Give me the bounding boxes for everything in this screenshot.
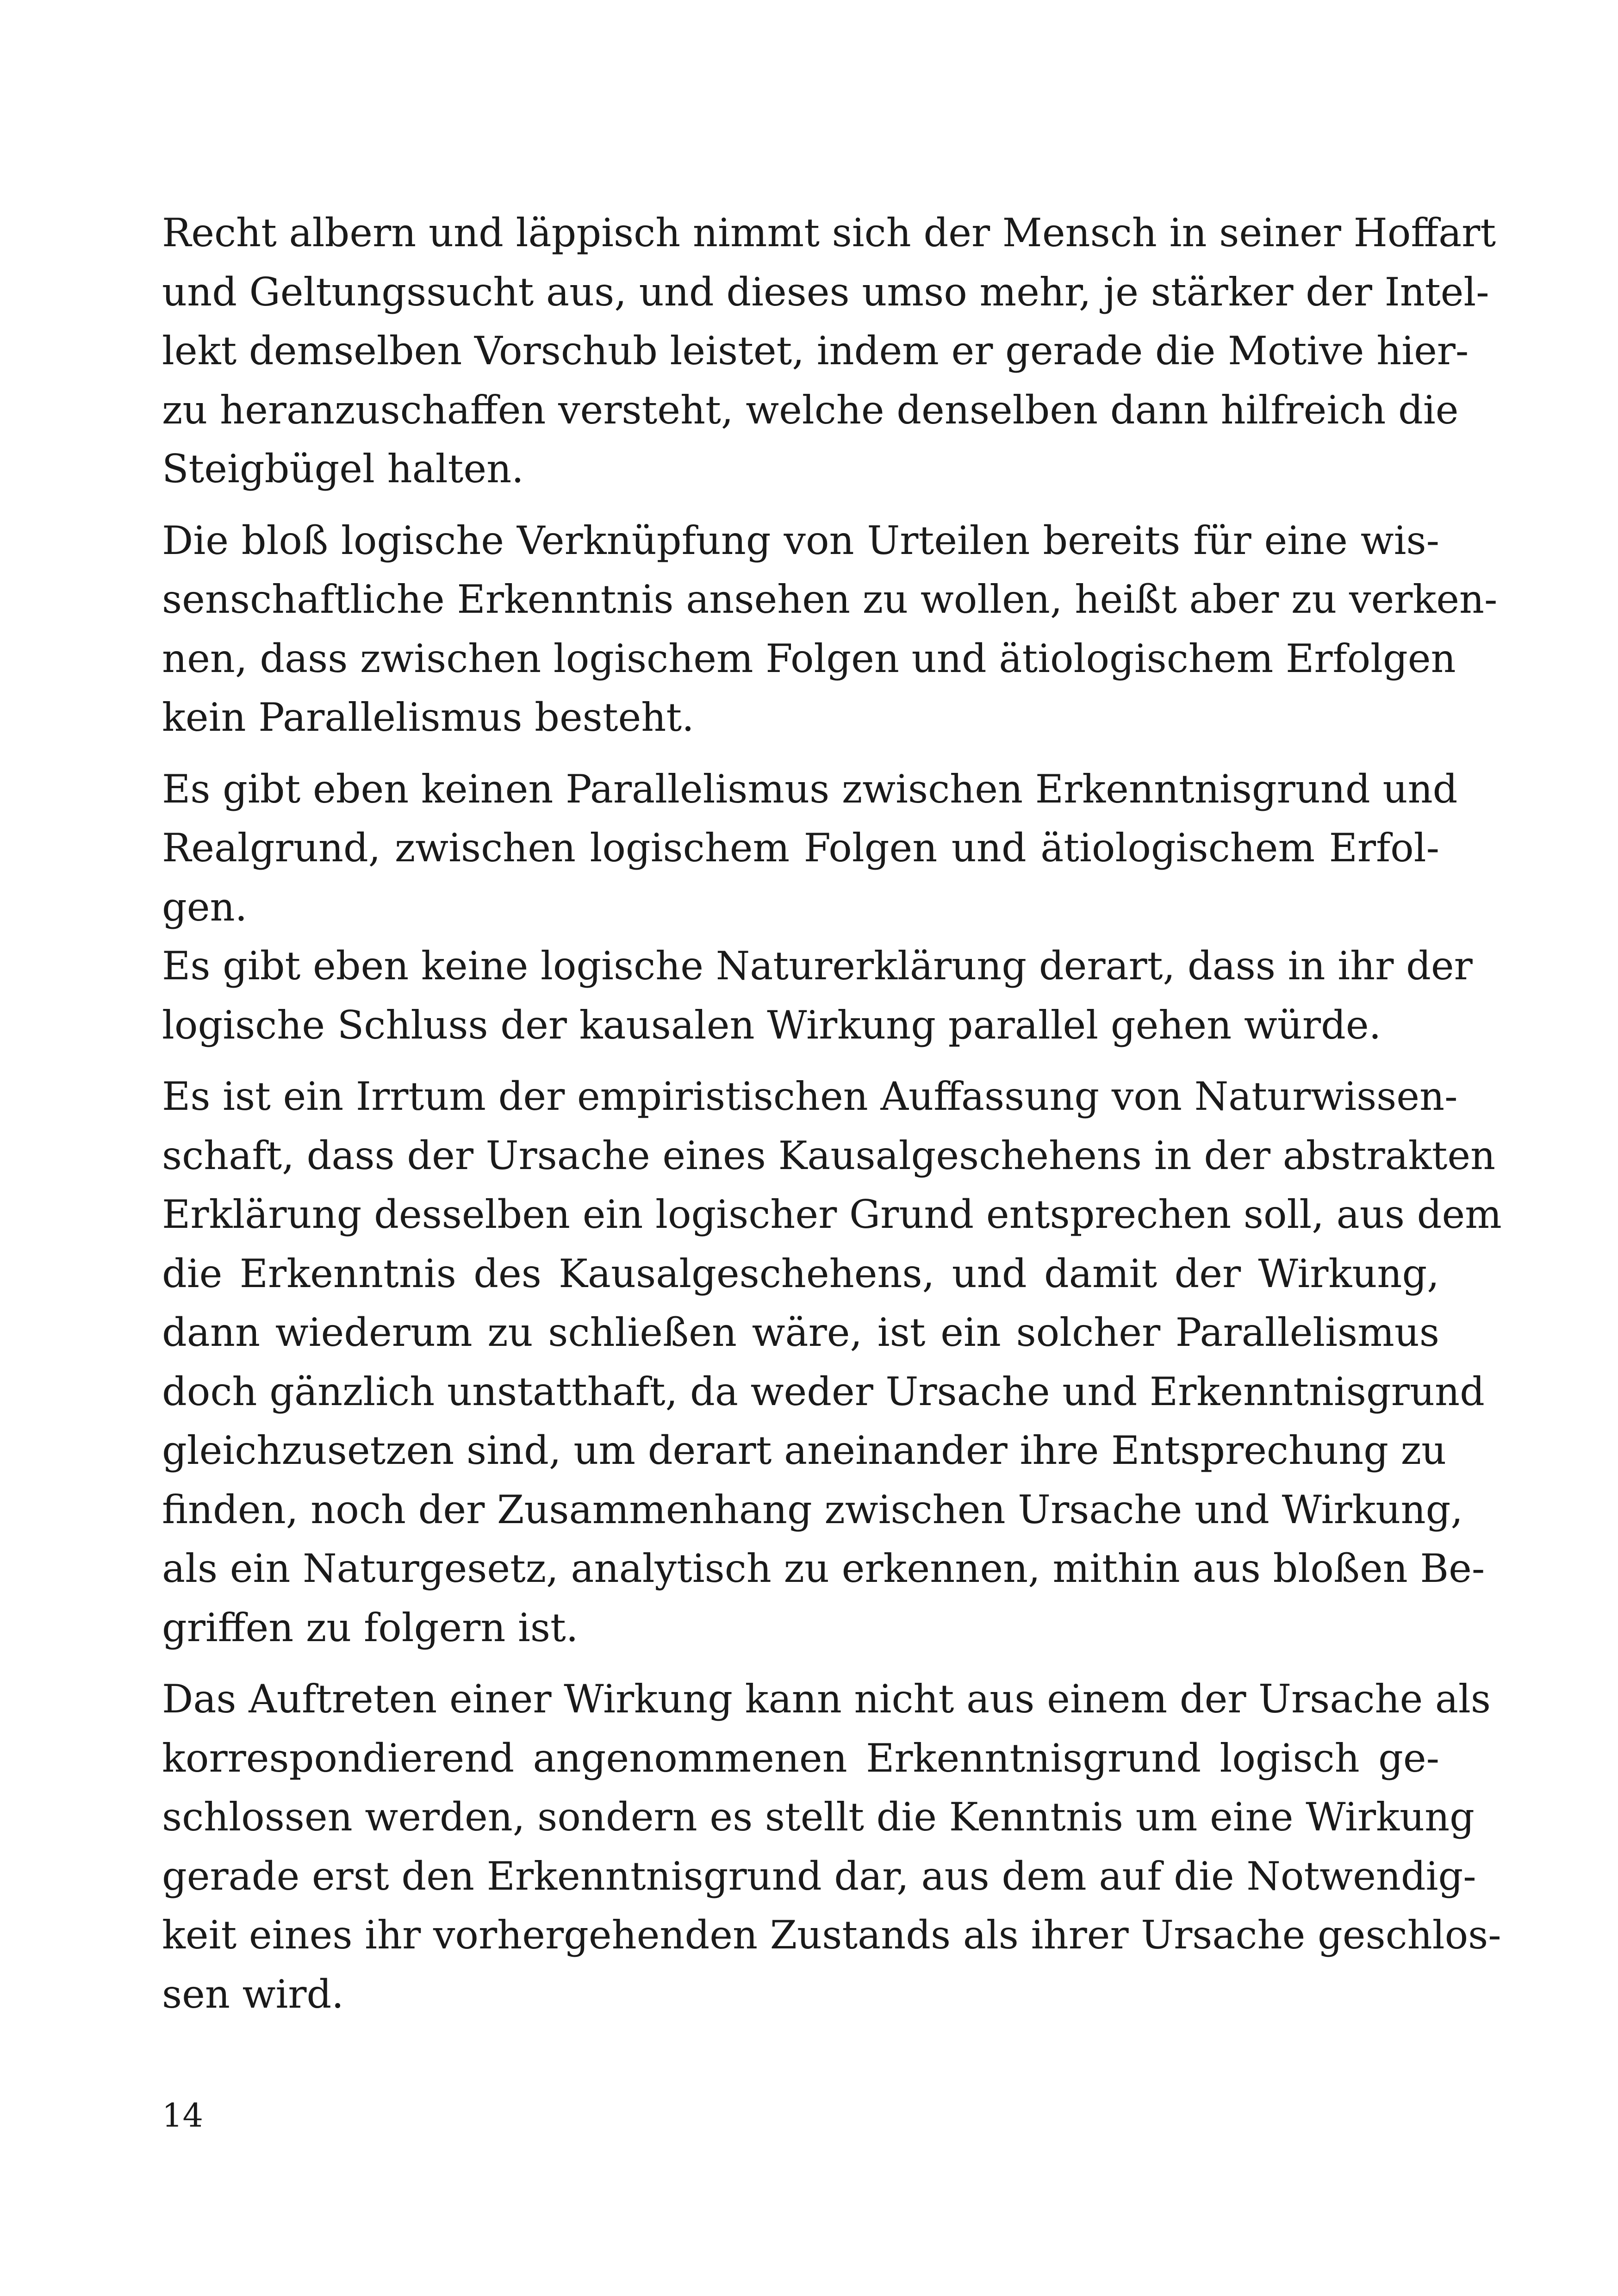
text-line: dann wiederum zu schließen wäre, ist ein solcher Parallelismus xyxy=(162,1310,1439,1355)
text-line: gerade erst den Erkenntnisgrund dar, aus dem auf die Notwendig- xyxy=(162,1853,1476,1899)
paragraph-2 xyxy=(162,511,1498,747)
text-line: keit eines ihr vorhergehenden Zustands als ihrer Ursache geschlos- xyxy=(162,1912,1501,1958)
text-line: Es ist ein Irrtum der empiristischen Auffassung von Naturwissen- xyxy=(162,1074,1458,1119)
text-line: gleichzusetzen sind, um derart aneinander ihre Entsprechung zu xyxy=(162,1428,1447,1473)
text-line: Es gibt eben keinen Parallelismus zwischen Erkenntnisgrund und xyxy=(162,766,1458,812)
paragraph-3 xyxy=(162,760,1458,937)
text-line: Realgrund, zwischen logischem Folgen und ätiologischem Erfol- xyxy=(162,825,1439,871)
text-line: korrespondierend angenommenen Erkenntnisgrund logisch ge- xyxy=(162,1735,1439,1781)
text-line: lekt demselben Vorschub leistet, indem er gerade die Motive hier- xyxy=(162,328,1469,373)
text-line: zu heranzuschaffen versteht, welche denselben dann hilfreich die xyxy=(162,387,1459,433)
text-line: schaft, dass der Ursache eines Kausalgeschehens in der abstrakten xyxy=(162,1132,1496,1178)
paragraph-gap xyxy=(162,1055,1439,1067)
text-line: sen wird. xyxy=(162,1971,344,2017)
text-line: gen. xyxy=(162,884,248,930)
text-line: und Geltungssucht aus, und dieses umso mehr, je stärker der Intel- xyxy=(162,269,1489,315)
paragraph-gap xyxy=(162,747,1439,760)
text-line: Das Auftreten einer Wirkung kann nicht aus einem der Ursache als xyxy=(162,1676,1491,1722)
paragraph-4 xyxy=(162,937,1473,1055)
text-line: Steigbügel halten. xyxy=(162,446,524,492)
paragraph-6 xyxy=(162,1670,1501,2024)
paragraph-gap xyxy=(162,499,1439,511)
body-text xyxy=(162,204,1502,2024)
text-line: als ein Naturgesetz, analytisch zu erkennen, mithin aus bloßen Be- xyxy=(162,1546,1485,1591)
text-line: griffen zu folgern ist. xyxy=(162,1605,579,1650)
text-line: doch gänzlich unstatthaft, da weder Ursache und Erkenntnisgrund xyxy=(162,1369,1485,1414)
text-line: logische Schluss der kausalen Wirkung parallel gehen würde. xyxy=(162,1002,1382,1048)
text-line: die Erkenntnis des Kausalgeschehens, und damit der Wirkung, xyxy=(162,1251,1439,1296)
text-line: schlossen werden, sondern es stellt die Kenntnis um eine Wirkung xyxy=(162,1794,1475,1840)
text-line: Es gibt eben keine logische Naturerklärung derart, dass in ihr der xyxy=(162,943,1473,989)
text-line: Recht albern und läppisch nimmt sich der Mensch in seiner Hoffart xyxy=(162,210,1496,255)
text-line: kein Parallelismus besteht. xyxy=(162,695,694,740)
paragraph-gap xyxy=(162,1657,1439,1670)
paragraph-1 xyxy=(162,204,1496,499)
text-line: Erklärung desselben ein logischer Grund entsprechen soll, aus dem xyxy=(162,1192,1502,1237)
page-number: 14 xyxy=(162,2097,204,2134)
text-line: Die bloß logische Verknüpfung von Urteilen bereits für eine wis- xyxy=(162,517,1439,563)
text-line: finden, noch der Zusammenhang zwischen Ursache und Wirkung, xyxy=(162,1487,1463,1532)
text-line: senschaftliche Erkenntnis ansehen zu wollen, heißt aber zu verken- xyxy=(162,577,1498,622)
paragraph-5 xyxy=(162,1067,1502,1657)
text-line: nen, dass zwischen logischem Folgen und ätiologischem Erfolgen xyxy=(162,635,1456,681)
